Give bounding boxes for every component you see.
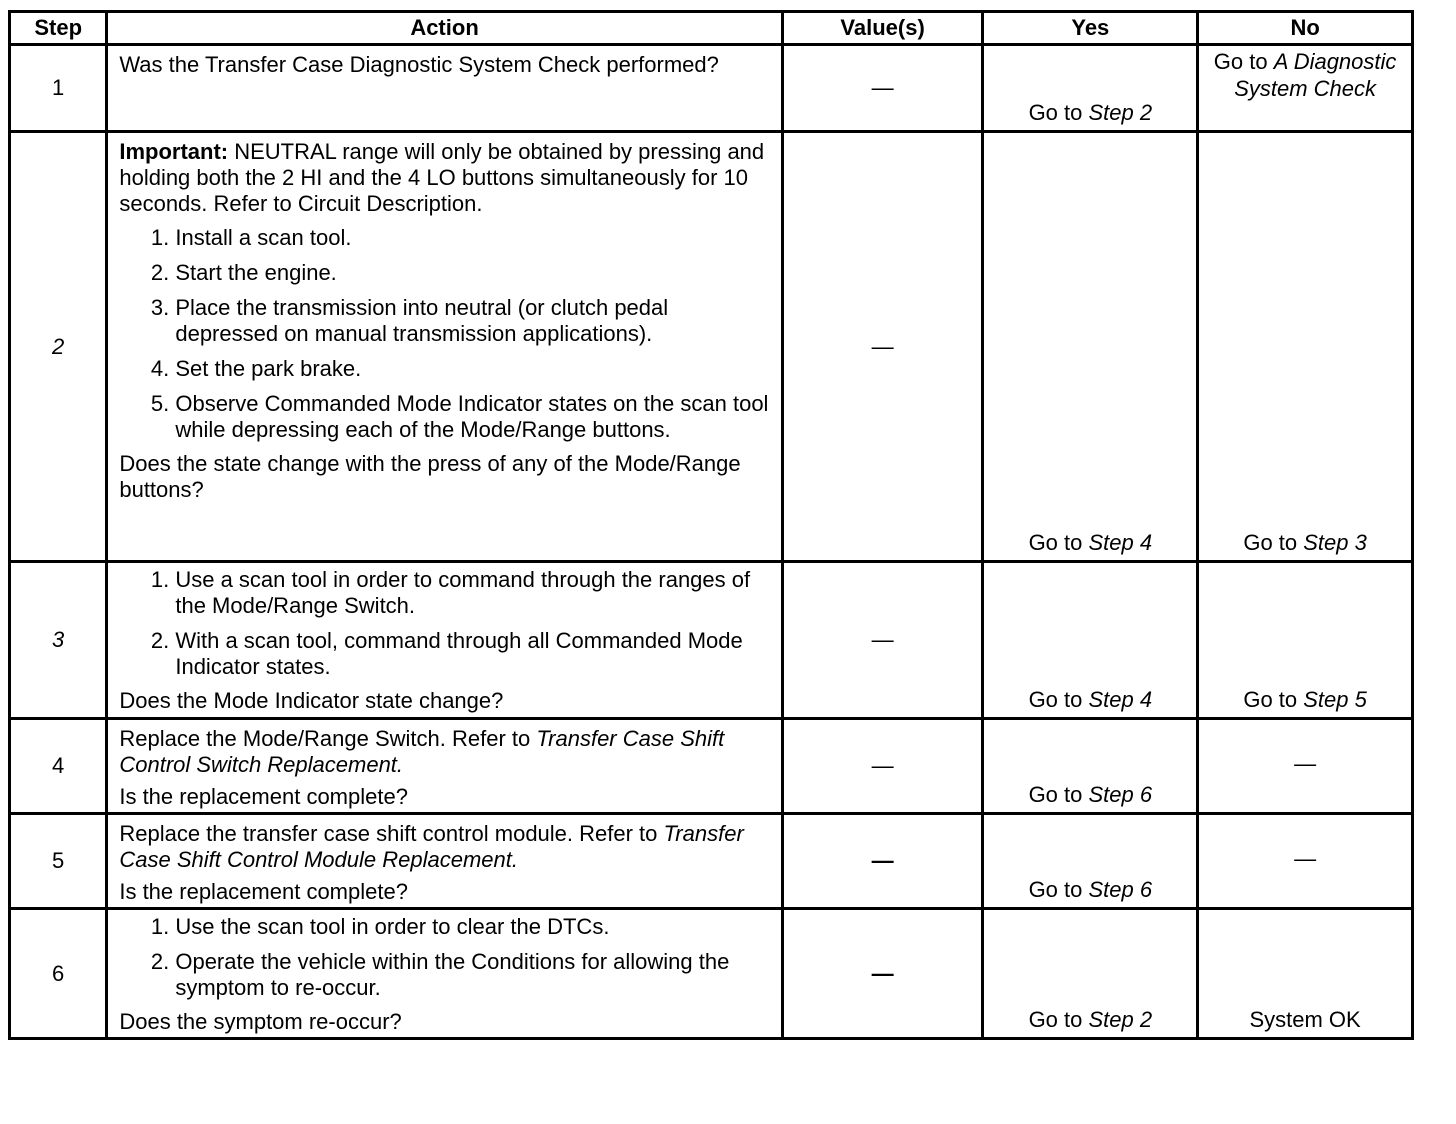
no-cell <box>1198 132 1413 562</box>
action-text: Was the Transfer Case Diagnostic System Check performed? <box>119 52 719 77</box>
important-text: NEUTRAL range will only be obtained by pressing and holding both the 2 HI and the 4 LO buttons simultaneously for 10 seconds. Refer to Circuit Description. <box>119 139 765 216</box>
goto-prefix: Go to <box>1028 1007 1089 1032</box>
goto-prefix: Go to <box>1213 49 1274 74</box>
goto-prefix: Go to <box>1028 782 1089 807</box>
action-cell <box>107 562 782 719</box>
step-reference: Step 5 <box>1303 687 1367 712</box>
procedure-list <box>119 914 770 1001</box>
list-item: 5. Observe Commanded Mode Indicator states on the scan tool while depressing each of the Mode/Range buttons. <box>175 391 770 443</box>
step-number: 4 <box>10 719 107 814</box>
table-row <box>10 45 1413 132</box>
question-text: Does the state change with the press of any of the Mode/Range buttons? <box>119 451 741 502</box>
list-item: 1. Use a scan tool in order to command through the ranges of the Mode/Range Switch. <box>175 567 770 619</box>
yes-cell <box>983 909 1198 1039</box>
header-action: Action <box>107 12 782 45</box>
step-reference: Step 4 <box>1088 687 1153 712</box>
header-row <box>10 12 1413 45</box>
important-note <box>119 139 770 217</box>
question-text: Is the replacement complete? <box>119 784 408 809</box>
step-number: 3 <box>10 562 107 719</box>
table-row <box>10 132 1413 562</box>
procedure-list <box>119 225 770 443</box>
list-item: 4. Set the park brake. <box>175 356 770 382</box>
step-number: 1 <box>10 45 107 132</box>
goto-prefix: Go to <box>1243 530 1304 555</box>
step-reference: Step 6 <box>1088 782 1153 807</box>
step-number: 6 <box>10 909 107 1039</box>
action-text <box>119 821 770 873</box>
step-reference: Step 6 <box>1088 877 1153 902</box>
action-instruction: Replace the transfer case shift control module. Refer to <box>119 821 664 846</box>
goto-prefix: Go to <box>1028 687 1089 712</box>
value-cell: — <box>782 909 983 1039</box>
list-item: 2. With a scan tool, command through all Commanded Mode Indicator states. <box>175 628 770 680</box>
no-cell <box>1198 562 1413 719</box>
question-text: Does the Mode Indicator state change? <box>119 688 504 713</box>
action-cell <box>107 909 782 1039</box>
step-reference: Step 2 <box>1088 100 1153 125</box>
action-cell <box>107 814 782 909</box>
action-cell <box>107 719 782 814</box>
header-step: Step <box>10 12 107 45</box>
header-yes: Yes <box>983 12 1198 45</box>
table-row <box>10 814 1413 909</box>
value-cell: — <box>782 562 983 719</box>
procedure-list <box>119 567 770 680</box>
yes-cell <box>983 45 1198 132</box>
value-cell: — <box>782 132 983 562</box>
value-cell: — <box>782 719 983 814</box>
list-item: 1. Install a scan tool. <box>175 225 770 251</box>
diagnostic-table <box>8 10 1414 1040</box>
step-reference: Step 4 <box>1088 530 1153 555</box>
header-values: Value(s) <box>782 12 983 45</box>
step-number: 2 <box>10 132 107 562</box>
step-reference: A Diagnostic System Check <box>1234 49 1397 101</box>
table-row <box>10 719 1413 814</box>
yes-cell <box>983 719 1198 814</box>
goto-prefix: Go to <box>1028 530 1089 555</box>
list-item: 3. Place the transmission into neutral (or clutch pedal depressed on manual transmission applications). <box>175 295 770 347</box>
yes-cell <box>983 814 1198 909</box>
question-text: Does the symptom re-occur? <box>119 1009 402 1034</box>
step-number: 5 <box>10 814 107 909</box>
list-item: 1. Use the scan tool in order to clear the DTCs. <box>175 914 770 940</box>
action-instruction: Replace the Mode/Range Switch. Refer to <box>119 726 537 751</box>
question-text: Is the replacement complete? <box>119 879 408 904</box>
list-item: 2. Start the engine. <box>175 260 770 286</box>
table-row <box>10 909 1413 1039</box>
yes-cell <box>983 132 1198 562</box>
yes-cell <box>983 562 1198 719</box>
goto-prefix: Go to <box>1243 687 1304 712</box>
action-cell <box>107 45 782 132</box>
important-label: Important: <box>119 139 229 164</box>
no-cell: System OK <box>1198 909 1413 1039</box>
goto-prefix: Go to <box>1028 877 1089 902</box>
action-cell <box>107 132 782 562</box>
procedure-reference: Transfer Case Shift Control Module Replacement. <box>119 821 744 872</box>
table-row <box>10 562 1413 719</box>
value-cell: — <box>782 814 983 909</box>
no-cell: — <box>1198 814 1413 909</box>
step-reference: Step 2 <box>1088 1007 1153 1032</box>
procedure-reference: Transfer Case Shift Control Switch Replacement. <box>119 726 725 777</box>
header-no: No <box>1198 12 1413 45</box>
value-cell: — <box>782 45 983 132</box>
no-cell: — <box>1198 719 1413 814</box>
no-cell <box>1198 45 1413 132</box>
list-item: 2. Operate the vehicle within the Conditions for allowing the symptom to re-occur. <box>175 949 770 1001</box>
action-text <box>119 726 770 778</box>
step-reference: Step 3 <box>1303 530 1367 555</box>
goto-prefix: Go to <box>1028 100 1089 125</box>
